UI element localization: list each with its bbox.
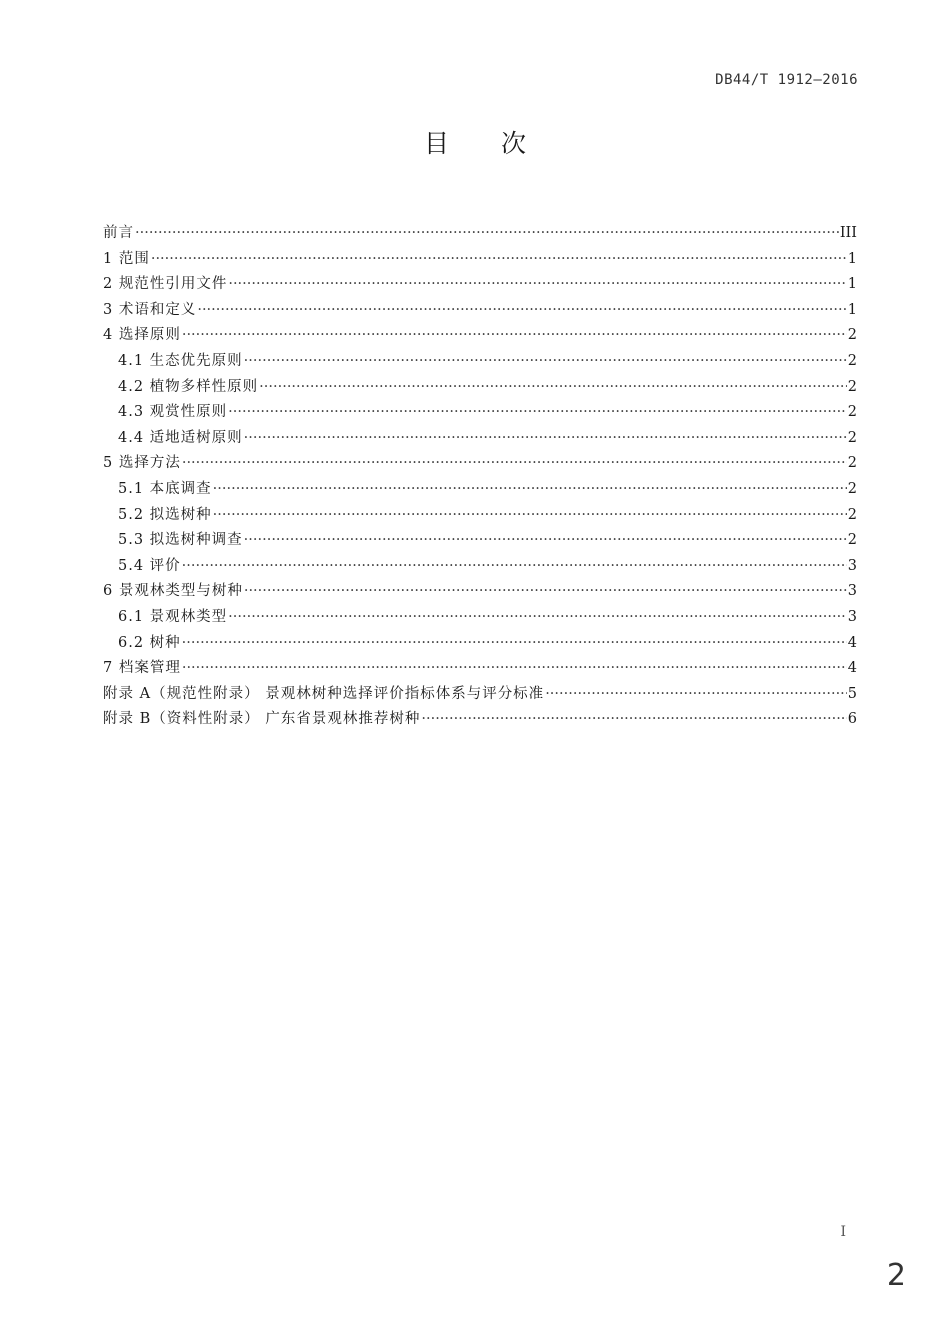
toc-entry-label: 6.1 景观林类型 [118, 608, 228, 625]
toc-entry-label: 5.2 拟选树种 [118, 506, 212, 523]
toc-entry[interactable] [103, 707, 857, 733]
toc-subentry[interactable] [103, 631, 857, 657]
document-code: DB44/T 1912—2016 [715, 72, 858, 88]
toc-entry-label: 5.1 本底调查 [118, 480, 212, 497]
toc-subentry[interactable] [103, 400, 857, 426]
toc-entry-label: 5.4 评价 [118, 557, 181, 574]
toc-leader-dots [182, 558, 847, 574]
toc-leader-dots [228, 609, 847, 625]
toc-leader-dots [213, 481, 847, 497]
toc-entry-page: 2 [847, 455, 857, 472]
toc-entry-label: 4.2 植物多样性原则 [118, 378, 259, 395]
toc-entry-page: 2 [847, 506, 857, 523]
toc-leader-dots [151, 251, 847, 267]
toc-entry-label: 4.3 观赏性原则 [118, 404, 228, 421]
toc-entry-page: 2 [847, 404, 857, 421]
toc-leader-dots [213, 507, 847, 523]
toc-subentry[interactable] [103, 605, 857, 631]
toc-entry[interactable] [103, 298, 857, 324]
toc-entry-label: 5.3 拟选树种调查 [118, 532, 243, 549]
toc-leader-dots [228, 404, 847, 420]
toc-leader-dots [182, 635, 847, 651]
toc-leader-dots [197, 302, 846, 318]
toc-entry-page: 3 [847, 557, 857, 574]
toc-entry-label: 4.4 适地适树原则 [118, 429, 243, 446]
toc-entry-page: 3 [847, 608, 857, 625]
toc-leader-dots [228, 276, 846, 292]
toc-entry-label: 2 规范性引用文件 [103, 276, 228, 293]
page-title: 目次 [423, 129, 578, 158]
toc-leader-dots [421, 711, 846, 727]
toc-leader-dots [135, 225, 839, 241]
toc-leader-dots [244, 353, 847, 369]
toc-leader-dots [182, 327, 847, 343]
toc-entry-label: 4 选择原则 [103, 327, 181, 344]
toc-subentry[interactable] [103, 528, 857, 554]
toc-entry-page: 4 [847, 660, 857, 677]
toc-entry-page: III [839, 225, 857, 241]
toc-entry-page: 2 [847, 378, 857, 395]
toc-entry-label: 3 术语和定义 [103, 301, 197, 318]
toc-entry-page: 1 [847, 250, 857, 267]
toc-entry-page: 2 [847, 532, 857, 549]
toc-entry-label: 1 范围 [103, 250, 150, 267]
toc-entry-label: 6.2 树种 [118, 634, 181, 651]
toc-entry-page: 4 [847, 634, 857, 651]
toc-entry-page: 1 [847, 276, 857, 293]
toc-subentry[interactable] [103, 375, 857, 401]
toc-entry-label: 4.1 生态优先原则 [118, 352, 243, 369]
toc-entry[interactable] [103, 451, 857, 477]
toc-entry[interactable] [103, 579, 857, 605]
toc-subentry[interactable] [103, 349, 857, 375]
toc-entry-label: 前言 [103, 225, 134, 241]
toc-leader-dots [259, 379, 847, 395]
toc-entry[interactable] [103, 682, 857, 708]
toc-entry-page: 2 [847, 429, 857, 446]
toc-entry-label: 7 档案管理 [103, 660, 181, 677]
toc-entry-label: 附录 B（资料性附录） 广东省景观林推荐树种 [103, 711, 421, 728]
toc-entry-label: 6 景观林类型与树种 [103, 583, 243, 600]
toc-entry-page: 1 [847, 301, 857, 318]
table-of-contents [103, 221, 857, 733]
toc-entry-page: 3 [847, 583, 857, 600]
toc-leader-dots [244, 532, 847, 548]
toc-subentry[interactable] [103, 426, 857, 452]
toc-entry-page: 2 [847, 352, 857, 369]
toc-entry[interactable] [103, 221, 857, 247]
toc-subentry[interactable] [103, 554, 857, 580]
toc-entry-page: 2 [847, 327, 857, 344]
toc-subentry[interactable] [103, 503, 857, 529]
toc-leader-dots [182, 455, 847, 471]
toc-entry[interactable] [103, 656, 857, 682]
toc-leader-dots [182, 660, 847, 676]
toc-leader-dots [244, 583, 847, 599]
toc-entry[interactable] [103, 247, 857, 273]
toc-entry-page: 2 [847, 480, 857, 497]
toc-entry-label: 5 选择方法 [103, 455, 181, 472]
toc-leader-dots [244, 430, 847, 446]
toc-entry-page: 6 [847, 711, 857, 728]
page-number: I [840, 1224, 846, 1240]
toc-leader-dots [545, 686, 847, 702]
scan-page-mark: 2 [886, 1258, 906, 1293]
toc-entry[interactable] [103, 272, 857, 298]
toc-subentry[interactable] [103, 477, 857, 503]
toc-entry-label: 附录 A（规范性附录） 景观林树种选择评价指标体系与评分标准 [103, 685, 545, 702]
toc-entry[interactable] [103, 323, 857, 349]
toc-entry-page: 5 [847, 685, 857, 702]
